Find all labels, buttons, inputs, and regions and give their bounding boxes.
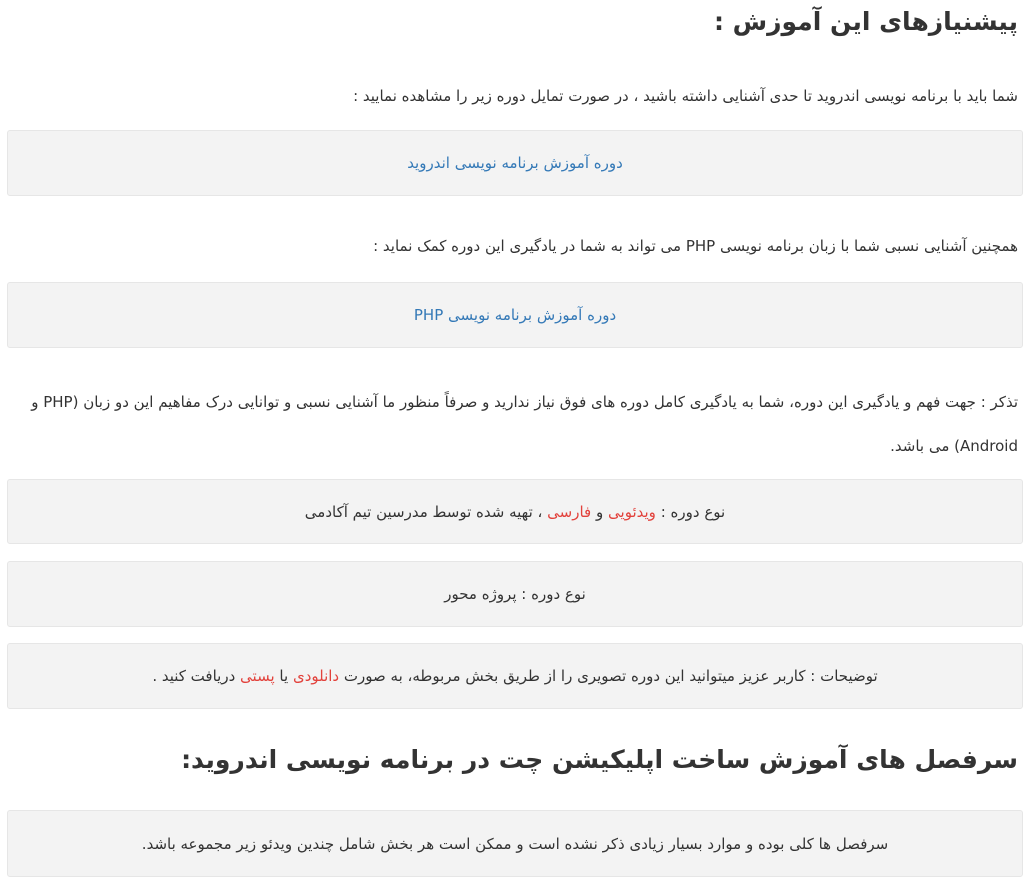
- android-prereq-text: شما باید با برنامه نویسی اندروید تا حدی آشنایی داشته باشید ، در صورت تمایل دوره زیر را مشاهده نمایید :: [353, 87, 1018, 105]
- android-course-box: [7, 130, 1023, 196]
- syllabus-note-box: [7, 810, 1023, 877]
- course-description-box: [7, 643, 1023, 709]
- course-type-video: ویدئویی: [608, 502, 656, 521]
- course-type-suffix: ، تهیه شده توسط مدرسین تیم آکادمی: [304, 502, 543, 521]
- course-kind-text: نوع دوره : پروژه محور: [444, 585, 586, 603]
- download-option-link[interactable]: دانلودی: [292, 667, 340, 685]
- course-type-and: و: [596, 502, 604, 521]
- php-prereq-text: همچنین آشنایی نسبی شما با زبان برنامه نویسی PHP می تواند به شما در یادگیری این دوره کمک نماید :: [373, 237, 1018, 255]
- course-desc-suffix: دریافت کنید .: [152, 667, 236, 685]
- prereq-note: تذکر : جهت فهم و یادگیری این دوره، شما به یادگیری کامل دوره های فوق نیاز ندارید و صرفاً منظور ما آشنایی نسبی و توانایی درک مفاهیم این دو زبان (PHP و Android) می باشد.: [31, 393, 1018, 455]
- syllabus-note-text: سرفصل ها کلی بوده و موارد بسیار زیادی ذکر نشده است و ممکن است هر بخش شامل چندین ویدئو زیر مجموعه باشد.: [141, 834, 889, 853]
- course-kind-box: [7, 561, 1023, 627]
- prerequisites-heading: پیشنیازهای این آموزش :: [713, 7, 1018, 36]
- php-course-box: [7, 282, 1023, 348]
- course-type-label: نوع دوره :: [660, 502, 726, 521]
- android-course-link[interactable]: دوره آموزش برنامه نویسی اندروید: [407, 154, 623, 172]
- php-course-link[interactable]: دوره آموزش برنامه نویسی PHP: [413, 306, 617, 324]
- syllabus-heading: سرفصل های آموزش ساخت اپلیکیشن چت در برنامه نویسی اندروید:: [181, 745, 1018, 774]
- post-option-link[interactable]: پستی: [240, 667, 275, 685]
- course-desc-or: یا: [279, 667, 289, 685]
- course-type-persian: فارسی: [547, 502, 592, 521]
- course-desc-prefix: توضیحات : کاربر عزیز میتوانید این دوره تصویری را از طریق بخش مربوطه، به صورت: [343, 667, 878, 685]
- course-type-box: [7, 479, 1023, 544]
